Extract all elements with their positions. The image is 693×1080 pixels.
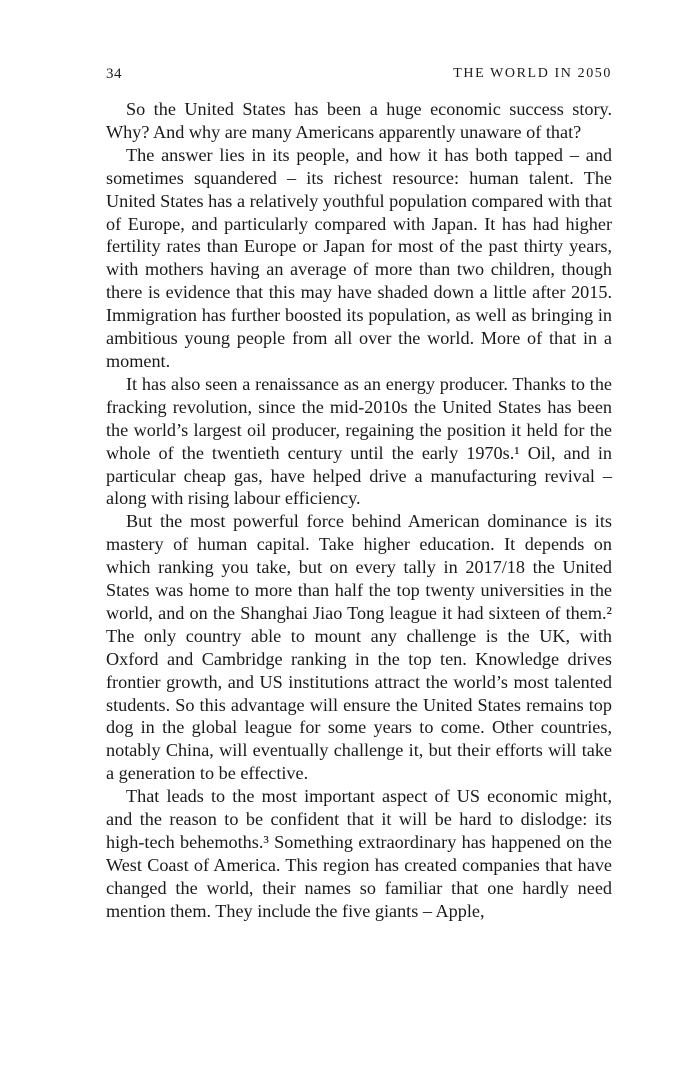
page-number: 34 bbox=[106, 66, 122, 82]
paragraph: So the United States has been a huge economic success story. Why? And why are many Americans apparently unaware of that? bbox=[106, 99, 612, 142]
body-text bbox=[106, 98, 612, 923]
paragraph: That leads to the most important aspect of US economic might, and the reason to be confident that it will be hard to dislodge: its high-tech behemoths.³ Something extraordinary has happened on the West Coast of America. This region has created companies that have changed the world, their names so familiar that one hardly need mention them. They include the five giants – Apple, bbox=[106, 786, 612, 921]
running-head-title: THE WORLD IN 2050 bbox=[453, 66, 612, 81]
running-head bbox=[106, 60, 612, 90]
paragraph: It has also seen a renaissance as an energy producer. Thanks to the fracking revolution, since the mid-2010s the United States has been the world’s largest oil producer, regaining the position it held for the whole of the twentieth century until the early 1970s.¹ Oil, and in particular cheap gas, have helped drive a manufacturing revival – along with rising labour efficiency. bbox=[106, 373, 612, 509]
paragraph: But the most powerful force behind American dominance is its mastery of human capital. Take higher education. It depends on which ranking you take, but on every tally in 2017/18 the United States was home to more than half the top twenty universities in the world, and on the Shanghai Jiao Tong league it had sixteen of them.² The only country able to mount any challenge is the UK, with Oxford and Cambridge ranking in the top ten. Knowledge drives frontier growth, and US institutions attract the world’s most talented students. So this advantage will ensure the United States remains top dog in the global league for some years to come. Other countries, notably China, will eventually challenge it, but their efforts will take a generation to be effective. bbox=[106, 511, 612, 784]
book-page bbox=[106, 60, 612, 923]
paragraph: The answer lies in its people, and how it has both tapped – and sometimes squandered – its richest resource: human talent. The United States has a relatively youthful population compared with that of Europe, and particularly compared with Japan. It has had higher fertility rates than Europe or Japan for most of the past thirty years, with mothers having an average of more than two children, though there is evidence that this may have shaded down a little after 2015. Immigration has further boosted its population, as well as bringing in ambitious young people from all over the world. More of that in a moment. bbox=[106, 144, 612, 371]
